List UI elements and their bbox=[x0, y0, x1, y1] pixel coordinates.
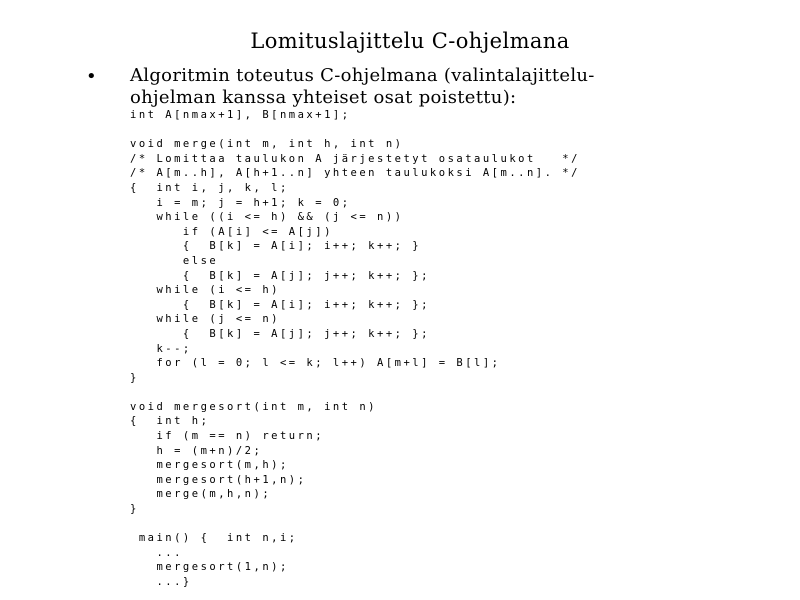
code-line: k--; bbox=[130, 342, 192, 355]
code-line: if (m == n) return; bbox=[130, 430, 325, 443]
code-line: void mergesort(int m, int n) bbox=[130, 400, 378, 413]
code-line: ... bbox=[130, 546, 183, 559]
bullet-text bbox=[130, 65, 770, 109]
code-line: mergesort(1,n); bbox=[130, 561, 289, 574]
code-line bbox=[130, 385, 580, 400]
code-line: int A[nmax+1], B[nmax+1]; bbox=[130, 109, 351, 121]
bullet-line: Algoritmin toteutus C-ohjelmana (valintalajittelu- bbox=[130, 65, 595, 86]
code-line: { int h; bbox=[130, 415, 210, 428]
code-line: i = m; j = h+1; k = 0; bbox=[130, 196, 351, 209]
code-line: for (l = 0; l <= k; l++) A[m+l] = B[l]; bbox=[130, 357, 501, 370]
code-line: /* Lomittaa taulukon A järjestetyt osataulukot */ bbox=[130, 152, 580, 165]
bullet-line: ohjelman kanssa yhteiset osat poistettu): bbox=[130, 87, 517, 108]
code-line: { B[k] = A[i]; i++; k++; } bbox=[130, 240, 422, 253]
code-line: } bbox=[130, 371, 139, 384]
code-line: { int i, j, k, l; bbox=[130, 181, 289, 194]
code-line: main() { int n,i; bbox=[130, 532, 298, 545]
bullet-marker: • bbox=[86, 66, 97, 87]
slide-title: Lomituslajittelu C-ohjelmana bbox=[250, 29, 570, 53]
code-block bbox=[130, 108, 580, 590]
code-line: { B[k] = A[j]; j++; k++; }; bbox=[130, 327, 430, 340]
code-line: if (A[i] <= A[j]) bbox=[130, 225, 333, 238]
code-line: h = (m+n)/2; bbox=[130, 444, 263, 457]
code-line: } bbox=[130, 503, 139, 516]
code-line: while ((i <= h) && (j <= n)) bbox=[130, 211, 404, 224]
code-line: ...} bbox=[130, 576, 192, 588]
code-line bbox=[130, 123, 580, 138]
code-line: while (j <= n) bbox=[130, 313, 280, 326]
code-line: else bbox=[130, 254, 219, 267]
code-line: mergesort(m,h); bbox=[130, 459, 289, 472]
code-line: { B[k] = A[i]; i++; k++; }; bbox=[130, 298, 430, 311]
code-line: while (i <= h) bbox=[130, 284, 280, 297]
code-line: void merge(int m, int h, int n) bbox=[130, 138, 404, 151]
code-line: merge(m,h,n); bbox=[130, 488, 272, 501]
code-line: /* A[m..h], A[h+1..n] yhteen taulukoksi A[m..n]. */ bbox=[130, 167, 580, 180]
code-line: mergesort(h+1,n); bbox=[130, 473, 307, 486]
code-line bbox=[130, 517, 580, 532]
code-line: { B[k] = A[j]; j++; k++; }; bbox=[130, 269, 430, 282]
